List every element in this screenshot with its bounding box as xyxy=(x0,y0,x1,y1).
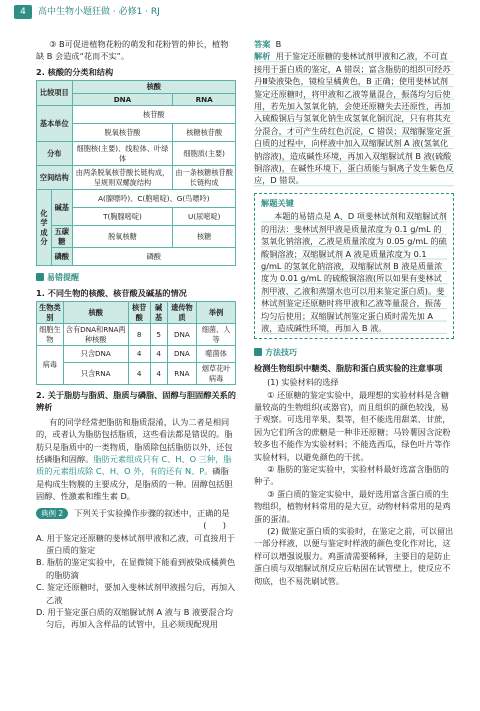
tag-marker-icon xyxy=(36,273,44,281)
th-base: 碱基 xyxy=(150,302,167,324)
lipid-paragraph: 有的同学经常把脂肪和脂质混淆，认为二者是相同的，或者认为脂肪包括脂质，这些看法都是错误的。脂肪只是脂质中的一类物质，脂质除包括脂肪以外，还包括磷脂和固醇。脂肪元素组成只有 C、H、O 三种，脂质的元素组成除 C、H、O 外，有的还有 N、P。磷脂是构成生物膜的主要成分，是脂质的一种。固醇包括胆固醇、性激素和维生素 D。 xyxy=(36,416,233,502)
section-nucleic-heading: 2. 核酸的分类和结构 xyxy=(36,66,114,77)
cell-phos-value: 磷酸 xyxy=(72,248,235,266)
list-item: ① 还原糖的鉴定实验中，最理想的实验材料是含糖量较高的生物组织(或器官)，而且组织的颜色较浅，易于观察。可选用苹果、梨等，但不能选用甜菜、甘蔗，因为它们所含的蔗糖是一种非还原糖；马铃薯因含淀粉较多也不能作为实验材料；不能选西瓜，绿色叶片等作实验材料，以避免颜色的干扰。 xyxy=(254,389,451,462)
th-rna: RNA xyxy=(173,93,236,106)
table-row: 细胞生物 含有DNA和RNA两种核酸 8 5 DNA 细菌、人等 xyxy=(37,324,236,346)
section-lipid-heading: 2. 关于脂肪与脂质、脂质与磷脂、固醇与胆固醇关系的辨析 xyxy=(36,390,236,413)
cell-struct-rna: 由一条核糖核苷酸长链构成 xyxy=(173,166,236,190)
cell-dist-rna: 细胞质(主要) xyxy=(173,142,236,166)
row-base-label: 碱基 xyxy=(52,190,73,226)
key-point-title: 解题关键 xyxy=(261,197,294,208)
example-badge: 典例 2 xyxy=(36,508,68,519)
row-phos-label: 磷酸 xyxy=(52,248,73,266)
cell-struct-dna: 由两条脱氧核苷酸长链构成，呈规则双螺旋结构 xyxy=(72,166,173,190)
cell-unit-common: 核苷酸 xyxy=(72,106,235,124)
page-number: 4 xyxy=(14,5,32,19)
left-column xyxy=(36,38,236,631)
cell-unit-rna: 核糖核苷酸 xyxy=(173,124,236,142)
intro-text: ③ B可促进植物花粉的萌发和花粉管的伸长，植物缺 B 会造成“花而不实”。 xyxy=(36,39,229,62)
answer-value: B xyxy=(275,39,282,49)
cell-sugar-dna: 脱氧核糖 xyxy=(72,226,173,248)
key-point-text: 本题的易错点是 A、D 项斐林试剂和双缩脲试剂的用法：斐林试剂甲液是质量浓度为 0.1 g/mL 的氢氧化钠溶液，乙液是质量浓度为 0.05 g/mL 的硫酸铜溶液；双缩脲试剂 A 液是质量浓度为 0.1 g/mL 的氢氧化钠溶液，双缩脲试剂 B 液是质量浓度为 0.01 g/mL 的硫酸铜溶液(所以如果有斐林试剂甲液、乙液和蒸馏水也可以用来鉴定蛋白质)。斐林试剂鉴定还原糖时将甲液和乙液等量混合，振荡均匀后使用；双缩脲试剂鉴定蛋白质时需先加 A 液，造成碱性环境，再加入 B 液。 xyxy=(261,211,447,333)
cell-dist-dna: 细胞核(主要)、线粒体、叶绿体 xyxy=(72,142,173,166)
th-genetic: 遗传物质 xyxy=(167,302,197,324)
protein-note: (2) 做鉴定蛋白质的实验时，在鉴定之前，可以留出一部分样液，以便与鉴定时样液的颜色变化作对比，这样可以增强说服力。鸡蛋清需要稀释，主要目的是防止蛋白质与双缩脲试剂反应后粘固在试管壁上，使反应不彻底，也不易洗刷试管。 xyxy=(254,526,454,586)
row-struct-label: 空间结构 xyxy=(37,166,73,190)
row-chem-label: 化学成分 xyxy=(37,190,52,266)
th-example: 举例 xyxy=(197,302,236,324)
table-row: 病毒 只含DNA 4 4 DNA 噬菌体 xyxy=(37,346,236,363)
cell-unit-dna: 脱氧核苷酸 xyxy=(72,124,173,142)
material-heading: (1) 实验材料的选择 xyxy=(267,377,339,388)
lipid-highlight: 脂肪元素组成只有 C、H、O 三种，脂质的元素组成除 C、H、O 外，有的还有 N、P。 xyxy=(36,454,232,477)
cell-base-common: A(腺嘌呤)、C(胞嘧啶)、G(鸟嘌呤) xyxy=(72,190,235,208)
book-title: 高中生物小题狂做 · 必修1 · RJ xyxy=(38,7,160,17)
option-a: A. 用于鉴定还原糖的斐林试剂甲液和乙液，可直接用于蛋白质的鉴定 xyxy=(36,532,235,555)
th-items: 比较项目 xyxy=(37,81,73,106)
nucleic-acid-table xyxy=(36,80,236,266)
answer-line xyxy=(254,38,454,50)
method-tag: 方法技巧 xyxy=(254,347,297,359)
example-stem: 典例 2 下列关于实验操作步骤的叙述中，正确的是 xyxy=(36,507,236,519)
answer-paren: ( ) xyxy=(203,520,226,531)
th-type: 生物类别 xyxy=(37,302,64,324)
analysis-text: 解析 用于鉴定还原糖的斐林试剂甲液和乙液，不可直接用于蛋白质的鉴定，A 错误；富含脂肪的组织可经苏丹Ⅲ染液染色，镜检呈橘黄色，B 正确；使用斐林试剂鉴定还原糖时，将甲液和乙液等量混合，振荡均匀后使用，若先加入氢氧化钠，会使还原糖失去还原性，再加入硫酸铜后与氢氧化钠生成氢氧化铜沉淀，只有将其充分混合，才可产生砖红色沉淀，C 错误；双缩脲鉴定蛋白质的过程中，向样液中加入双缩脲试剂 A 液(氢氧化钠溶液)，造成碱性环境，再加入双缩脲试剂 B 液(硫酸铜溶液)，在碱性环境下，蛋白质能与铜离子发生紫色反应，D 错误。 xyxy=(254,51,454,186)
tag-marker-icon xyxy=(254,348,262,356)
page-header xyxy=(0,0,480,30)
th-dna: DNA xyxy=(72,93,173,106)
right-column xyxy=(254,38,454,587)
cell-base-rna: U(尿嘧啶) xyxy=(173,208,236,226)
table-row: 只含RNA 4 4 RNA 烟草花叶病毒 xyxy=(37,363,236,385)
list-item: ③ 蛋白质的鉴定实验中，最好选用富含蛋白质的生物组织，植物材料常用的是大豆，动物材料常用的是鸡蛋的蛋清。 xyxy=(254,488,451,524)
organism-table xyxy=(36,301,236,385)
list-item: ② 脂肪的鉴定实验中，实验材料最好选富含脂肪的种子。 xyxy=(254,464,449,487)
option-d: D. 用于鉴定蛋白质的双缩脲试剂 A 液与 B 液要混合均匀后，再加入含样品的试管中，且必须现配现用 xyxy=(36,606,233,630)
easy-mistake-tag: 易错提醒 xyxy=(36,272,79,284)
row-dist-label: 分布 xyxy=(37,142,73,166)
cell-sugar-rna: 核糖 xyxy=(173,226,236,248)
analysis-label: 解析 xyxy=(254,51,271,62)
th-nucleotide: 核苷酸 xyxy=(128,302,150,324)
method-heading: 检测生物组织中糖类、脂肪和蛋白质实验的注意事项 xyxy=(254,362,443,373)
th-nucleic: 核酸 xyxy=(72,81,235,94)
answer-label: 答案 xyxy=(254,39,271,49)
row-sugar-label: 五碳糖 xyxy=(52,226,73,248)
option-b: B. 脂肪的鉴定实验中，在显微镜下能看到被染成橘黄色的脂肪滴 xyxy=(36,557,236,580)
row-unit-label: 基本单位 xyxy=(37,106,73,142)
cell-base-dna: T(胸腺嘧啶) xyxy=(72,208,173,226)
th-acid: 核酸 xyxy=(63,302,128,324)
key-point-box xyxy=(254,193,454,339)
option-c: C. 鉴定还原糖时，要加入斐林试剂甲液摇匀后，再加入乙液 xyxy=(36,582,236,605)
section-organisms-heading: 1. 不同生物的核酸、核苷酸及碱基的情况 xyxy=(36,287,187,298)
